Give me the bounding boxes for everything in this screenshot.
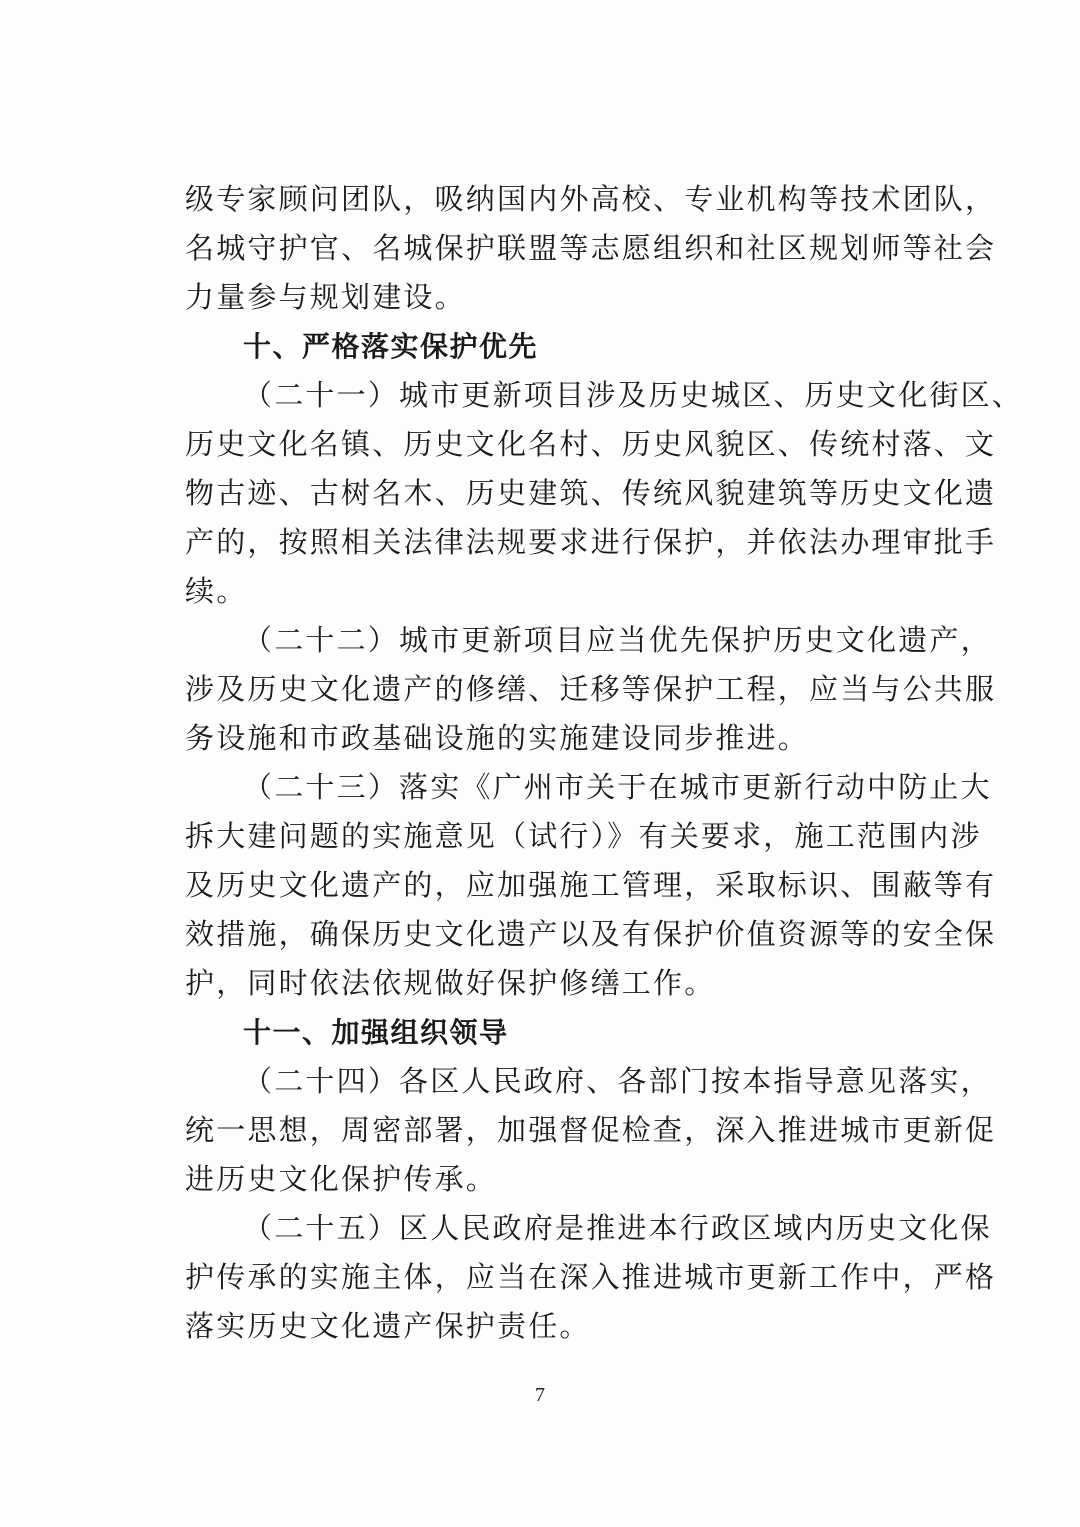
page-number: 7 — [535, 1384, 545, 1406]
clause-21-line: 历史文化名镇、历史文化名村、历史风貌区、传统村落、文 — [185, 427, 997, 461]
clause-23-line: 及历史文化遗产的，应加强施工管理，采取标识、围蔽等有 — [185, 868, 997, 902]
clause-24-line: 统一思想，周密部署，加强督促检查，深入推进城市更新促 — [185, 1113, 997, 1147]
clause-22-line: （二十二）城市更新项目应当优先保护历史文化遗产， — [243, 623, 992, 657]
clause-24-line: （二十四）各区人民政府、各部门按本指导意见落实， — [243, 1064, 992, 1098]
document-body — [185, 175, 1024, 1351]
clause-23-line: 效措施，确保历史文化遗产以及有保护价值资源等的安全保 — [185, 917, 997, 951]
section-heading-11: 十一、加强组织领导 — [243, 1016, 509, 1049]
clause-25-line: 落实历史文化遗产保护责任。 — [185, 1309, 591, 1343]
clause-21-line: 物古迹、古树名木、历史建筑、传统风貌建筑等历史文化遗 — [185, 476, 997, 510]
clause-22-line: 涉及历史文化遗产的修缮、迁移等保护工程，应当与公共服 — [185, 672, 997, 706]
clause-25-line: （二十五）区人民政府是推进本行政区域内历史文化保 — [243, 1211, 992, 1245]
clause-21-line: 续。 — [185, 574, 248, 608]
clause-23-line: 拆大建问题的实施意见（试行）》有关要求，施工范围内涉 — [185, 819, 982, 853]
clause-21-line: 产的，按照相关法律法规要求进行保护，并依法办理审批手 — [185, 525, 997, 559]
section-heading-10: 十、严格落实保护优先 — [243, 330, 539, 363]
clause-21-line: （二十一）城市更新项目涉及历史城区、历史文化街区、 — [243, 378, 1024, 412]
clause-23-line: （二十三）落实《广州市关于在城市更新行动中防止大 — [243, 770, 992, 804]
clause-23-line: 护，同时依法依规做好保护修缮工作。 — [185, 966, 716, 1000]
clause-25-line: 护传承的实施主体，应当在深入推进城市更新工作中，严格 — [185, 1260, 997, 1294]
text-line: 力量参与规划建设。 — [185, 280, 466, 314]
clause-22-line: 务设施和市政基础设施的实施建设同步推进。 — [185, 721, 810, 755]
text-line: 级专家顾问团队，吸纳国内外高校、专业机构等技术团队， — [185, 182, 997, 216]
text-line: 名城守护官、名城保护联盟等志愿组织和社区规划师等社会 — [185, 231, 997, 265]
clause-24-line: 进历史文化保护传承。 — [185, 1162, 498, 1196]
